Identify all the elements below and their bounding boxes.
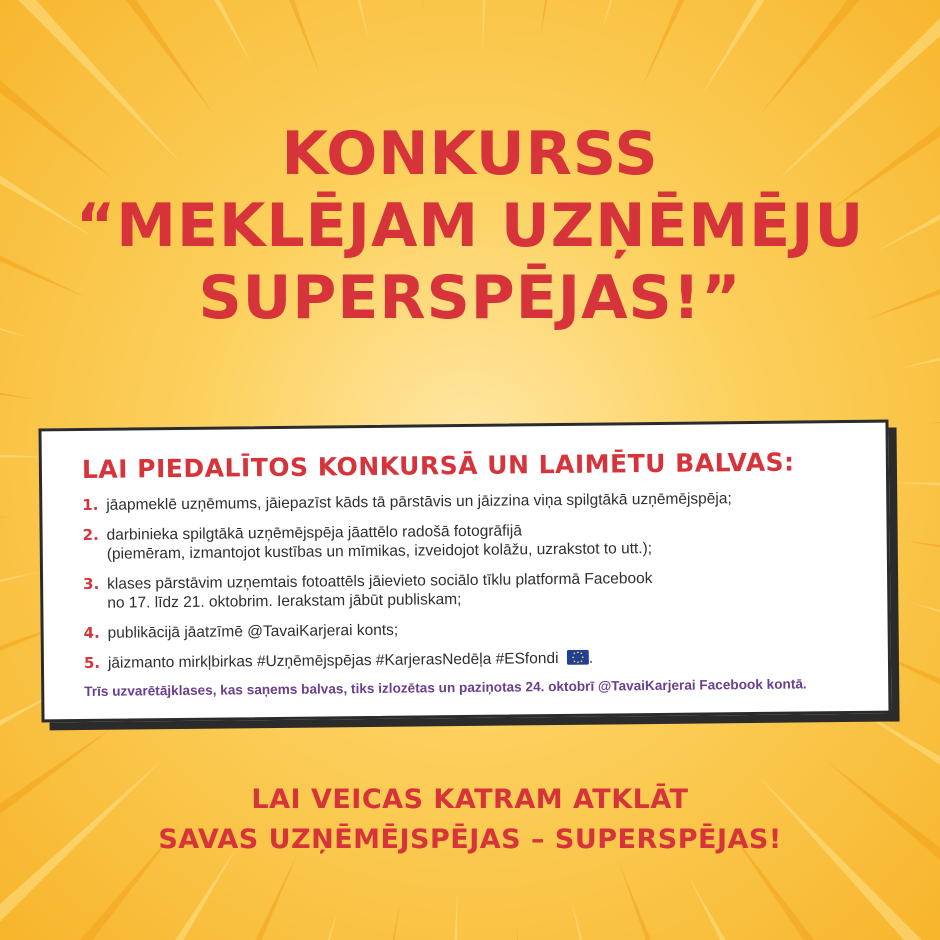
ray (346, 904, 399, 940)
step-line: klases pārstāvim uzņemtais fotoattēls jāievieto sociālo tīklu platformā Facebook (107, 570, 653, 593)
step-number: 4. (83, 623, 100, 642)
step-text (107, 520, 653, 564)
step-4 (84, 616, 860, 643)
step-text (108, 621, 399, 643)
eu-flag-icon (567, 650, 589, 665)
step-number: 1. (82, 495, 99, 515)
step-number: 3. (83, 574, 100, 593)
step-2 (83, 518, 859, 564)
step-number: 2. (82, 525, 99, 545)
ray (389, 0, 424, 12)
step-5 (84, 646, 860, 673)
step-line: jāapmeklē uzņēmums, jāiepazīst kāds tā pārstāvis un jāizzina viņa spilgtākā uzņēmējspēja; (106, 490, 732, 514)
step-text (108, 649, 593, 673)
ray (483, 0, 501, 50)
step-line: darbinieka spilgtākā uzņēmējspēja jāattēlo radošā fotogrāfijā (106, 522, 523, 544)
ray (928, 389, 940, 424)
ray (296, 0, 369, 42)
footer-slogan (0, 780, 940, 860)
rules-heading: LAI PIEDALĪTOS KONKURSĀ UN LAIMĒTU BALVAS: (81, 447, 795, 485)
ray (516, 928, 551, 940)
footer-line-1: LAI VEICAS KATRAM ATKLĀT (251, 784, 689, 815)
step-line: jāizmanto mirkļbirkas #Uzņēmējspējas #KarjerasNedēļa #ESfondi . (107, 649, 594, 672)
rules-card (38, 420, 891, 723)
ray (42, 0, 213, 113)
title-line-1: KONKURSS (281, 119, 659, 189)
step-text (106, 489, 732, 515)
ray (571, 898, 644, 940)
step-line: no 17. līdz 21. oktobrim. Ierakstam jābūt publiskam; (107, 591, 462, 612)
footer-line-2: SAVAS UZŅĒMĒJSPĒJAS – SUPERSPĒJAS! (158, 824, 782, 855)
title-line-2: “MEKLĒJAM UZŅĒMĒJU (75, 191, 865, 261)
step-line: (piemēram, izmantojot kustības un mīmikas, izveidojot kolāžu, uzrakstot to utt.); (106, 540, 653, 563)
steps-list (82, 488, 860, 673)
ray (904, 540, 940, 593)
title-line-3: SUPERSPĒJAS!” (198, 263, 742, 333)
page-title (0, 118, 940, 334)
step-line: publikācijā jāatzīmē @TavaiKarjerai konts; (107, 621, 399, 642)
step-text (107, 569, 653, 613)
ray (0, 571, 42, 644)
ray (0, 346, 36, 399)
ray (701, 0, 856, 96)
step-number: 5. (83, 653, 101, 672)
winners-note: Trīs uzvarētājklases, kas saņems balvas, tiks izlozētas un paziņotas 24. oktobrī @TavaiKarjerai Facebook kontā. (84, 676, 807, 699)
step-3 (83, 567, 859, 613)
ray (890, 483, 940, 501)
ray (0, 516, 12, 551)
ray (540, 0, 593, 36)
step-1 (82, 488, 858, 515)
ray (440, 890, 458, 940)
